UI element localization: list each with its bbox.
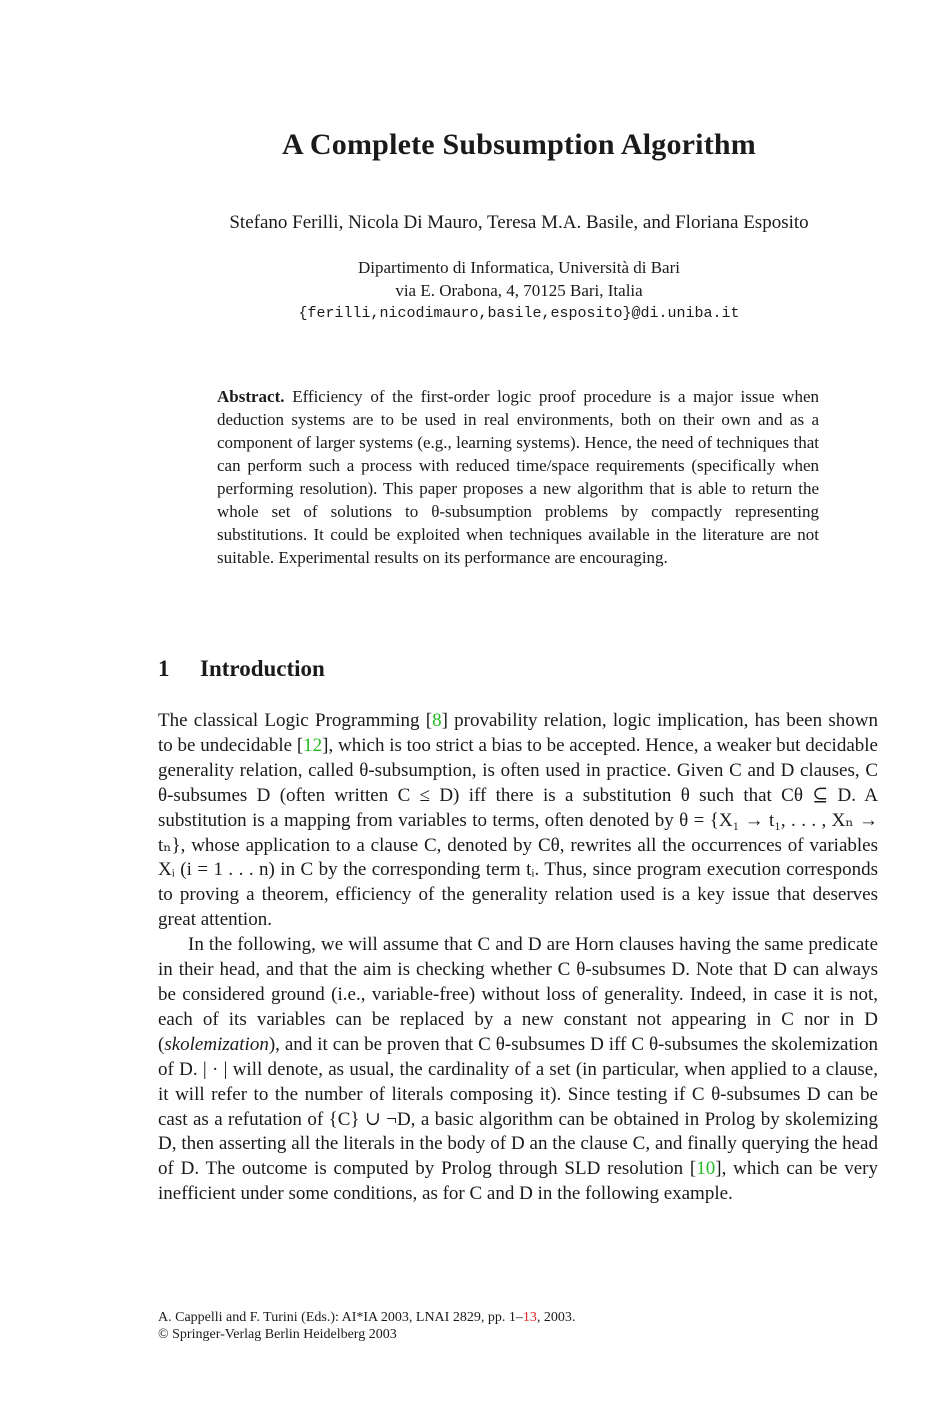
paragraph-2	[158, 933, 878, 1207]
section-title: Introduction	[200, 656, 325, 681]
affiliation-address: via E. Orabona, 4, 70125 Bari, Italia	[395, 281, 643, 300]
page-range-link[interactable]: 13	[522, 1310, 537, 1325]
emphasis-term: skolemization	[164, 1033, 269, 1055]
paragraph-text: ], which can be very inefficient under some conditions, as for C and D in the following example.	[158, 1158, 878, 1205]
abstract	[217, 385, 819, 569]
footer-citation	[158, 1309, 878, 1326]
paper-title: A Complete Subsumption Algorithm	[282, 128, 756, 161]
paragraph-text: ), and it can be proven that C θ-subsumes D iff C θ-subsumes the skolemization of D. | · | will denote, as usual, the cardinality of a set (in particular, when applied to a clause, it will refer to the number of literals composing it). Since testing if C θ-subsumes D can be cast as a refutation of {C} ∪ ¬D, a basic algorithm can be obtained in Prolog by skolemizing D, then asserting all the literals in the body of D an the clause C, and finally querying the head of D. The outcome is computed by Prolog through SLD resolution [	[158, 1033, 878, 1180]
citation-link[interactable]: 10	[696, 1158, 716, 1180]
copyright-notice: © Springer-Verlag Berlin Heidelberg 2003	[158, 1327, 397, 1342]
citation-link[interactable]: 12	[303, 734, 323, 756]
page-footer	[158, 1309, 878, 1343]
citation-link[interactable]: 8	[432, 710, 442, 731]
section-heading	[158, 656, 325, 682]
abstract-text: Efficiency of the first-order logic proof procedure is a major issue when deduction systems are to be used in real environments, both on their own and as a component of larger systems (e.g., learning systems). Hence, the need of techniques that can perform such a process with reduced time/space requirements (specifically when performing resolution). This paper proposes a new algorithm that is able to return the whole set of solutions to θ-subsumption problems by compactly representing substitutions. It could be exploited when techniques available in the literature are not suitable. Experimental results on its performance are encouraging.	[217, 387, 819, 567]
author-list: Stefano Ferilli, Nicola Di Mauro, Teresa M.A. Basile, and Floriana Esposito	[229, 212, 809, 233]
section-body	[158, 709, 878, 1207]
affiliation-department: Dipartimento di Informatica, Università di Bari	[358, 258, 680, 277]
paragraph-text: ] provability relation, logic implication, has been shown to be undecidable [	[158, 710, 878, 756]
paragraph-text: ], which is too strict a bias to be accepted. Hence, a weaker but decidable generality relation, called θ-subsumption, is often used in practice. Given C and D clauses, C θ-subsumes D (often written C ≤ D) iff there is a substitution θ such that Cθ ⊆ D. A substitution is a mapping from variables to terms, often denoted by θ = {X₁ → t₁, . . . , Xₙ → tₙ}, whose application to a clause C, denoted by Cθ, rewrites all the occurrences of variables Xᵢ (i = 1 . . . n) in C by the corresponding term tᵢ. Thus, since program execution corresponds to proving a theorem, efficiency of the generality relation used is a key issue that deserves great attention.	[158, 734, 878, 931]
affiliation	[0, 256, 940, 325]
paragraph-1	[158, 709, 878, 933]
abstract-label: Abstract.	[217, 387, 285, 406]
section-number: 1	[158, 656, 170, 681]
paragraph-text: In the following, we will assume that C and D are Horn clauses having the same predicate in their head, and that the aim is checking whether C θ-subsumes D. Note that D can always be considered ground (i.e., variable-free) without loss of generality. Indeed, in case it is not, each of its variables can be replaced by a new constant not appearing in C nor in D (	[158, 934, 878, 1055]
paragraph-text: The classical Logic Programming [	[158, 710, 433, 731]
footer-citation-text: A. Cappelli and F. Turini (Eds.): AI*IA 2003, LNAI 2829, pp. 1–	[158, 1310, 523, 1325]
footer-citation-end: , 2003.	[536, 1310, 576, 1325]
affiliation-emails: {ferilli,nicodimauro,basile,esposito}@di.uniba.it	[298, 305, 740, 322]
